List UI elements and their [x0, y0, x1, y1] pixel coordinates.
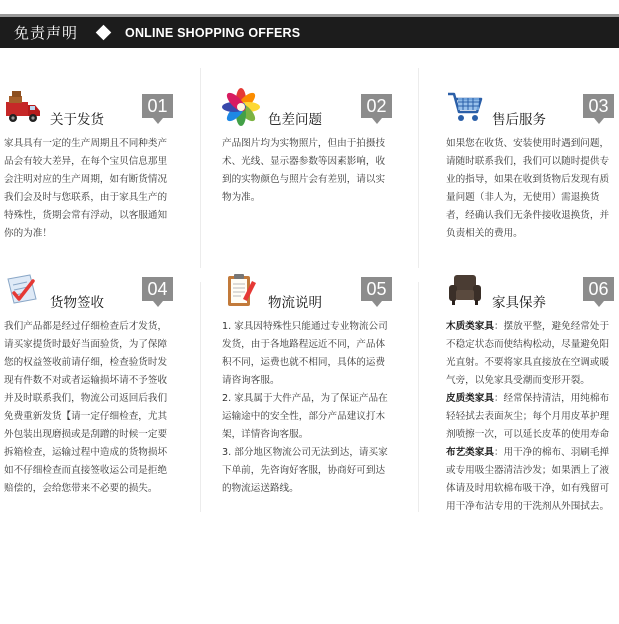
column-divider [200, 282, 201, 512]
section-title: 售后服务 [492, 112, 546, 128]
section-furniture-care [446, 271, 616, 516]
care-wood [446, 318, 616, 390]
section-color-difference [222, 88, 394, 207]
section-text: 如果您在收货、安装使用时遇到问题，请随时联系我们，我们可以随时提供专业的指导，如果在收到货物后发现有质量问题（非人为，无使用）需退换货者，经确认我们无条件接收退换货，并负责相关的费用。 [446, 138, 610, 239]
section-header [222, 88, 394, 133]
section-delivery-signoff [4, 271, 175, 498]
signed-document-icon [4, 271, 42, 309]
diamond-icon [96, 25, 112, 41]
logistics-note-2: 2. 家具属于大件产品，为了保证产品在运输途中的安全性，部分产品建议打木架，详情咨询客服。 [222, 393, 388, 440]
section-title: 色差问题 [268, 112, 322, 128]
care-label: 木质类家具 [446, 321, 494, 332]
section-header [446, 88, 616, 133]
care-leather [446, 390, 616, 444]
section-header [4, 271, 175, 316]
armchair-icon [446, 271, 484, 309]
section-number-badge: 03 [583, 94, 614, 118]
column-divider [200, 68, 201, 268]
section-logistics [222, 271, 394, 498]
shopping-cart-icon [446, 88, 484, 126]
section-number-badge: 02 [361, 94, 392, 118]
care-label: 布艺类家具 [446, 447, 494, 458]
section-text: 我们产品都是经过仔细检查后才发货，请买家提货时最好当面验货，为了保障您的权益签收前请仔细，检查验货时发现有件数不对或者运输损坏请不予签收并及时联系我们，物流公司返回后我们免费重新发货【请一定仔细检查，尤其外包装出现磨损或是刮蹭的时候一定要拆箱检查，运输过程中造成的货物损坏如不仔细检查而直接签收运公司是拒绝赔偿的，会给您带来不必要的损失。 [4, 321, 168, 494]
section-text: 产品图片均为实物照片，但由于拍摄技术、光线、显示器参数等因素影响，收到的实物颜色与照片会有差别，请以实物为准。 [222, 138, 386, 203]
section-header [4, 88, 175, 133]
page-header [0, 17, 619, 48]
section-title: 关于发货 [50, 112, 104, 128]
care-fabric [446, 444, 616, 516]
section-shipping [4, 88, 175, 243]
care-text: ：经常保持清洁，用纯棉布轻轻拭去表面灰尘；每个月用皮革护理剂喷擦一次，可以延长皮革的使用寿命 [446, 393, 610, 440]
section-number-badge: 05 [361, 277, 392, 301]
column-divider [418, 68, 419, 268]
section-title: 物流说明 [268, 295, 322, 311]
care-text: ：摆放平整，避免经常处于不稳定状态而使结构松动，尽量避免阳光直射。不要将家具直接放在空调或暖气旁，以免家具受潮而变形开裂。 [446, 321, 610, 386]
section-text: 家具具有一定的生产周期且不同种类产品会有较大差异，在每个宝贝信息那里会注明对应的生产周期，如有断货情况我们会及时与您联系，由于家具生产的特殊性，货期会常有浮动，以客服通知你的为准！ [4, 138, 168, 239]
page-title: 免责声明 [14, 24, 79, 42]
delivery-truck-icon [4, 88, 42, 126]
section-title: 货物签收 [50, 295, 104, 311]
logistics-note-3: 3. 部分地区物流公司无法到达，请买家下单前，先咨询好客服，协商好可到达的物流运送路线。 [222, 447, 388, 494]
section-number-badge: 01 [142, 94, 173, 118]
section-number-badge: 06 [583, 277, 614, 301]
page-subtitle: ONLINE SHOPPING OFFERS [125, 25, 301, 40]
section-header [222, 271, 394, 316]
color-flower-icon [222, 88, 260, 126]
care-label: 皮质类家具 [446, 393, 494, 404]
clipboard-icon [222, 271, 260, 309]
section-number-badge: 04 [142, 277, 173, 301]
logistics-note-1: 1. 家具因特殊性只能通过专业物流公司发货，由于各地路程远近不同，产品体积不同，运费也就不相同，具体的运费请咨询客服。 [222, 321, 388, 386]
section-header [446, 271, 616, 316]
section-title: 家具保养 [492, 295, 546, 311]
care-text: ：用干净的棉布、羽刷毛掸或专用吸尘器清洁沙发；如果洒上了液体请及时用软棉布吸干净，如有残留可用干净布沾专用的干洗剂从外围拭去。 [446, 447, 610, 512]
column-divider [418, 282, 419, 512]
section-after-sales [446, 88, 616, 243]
